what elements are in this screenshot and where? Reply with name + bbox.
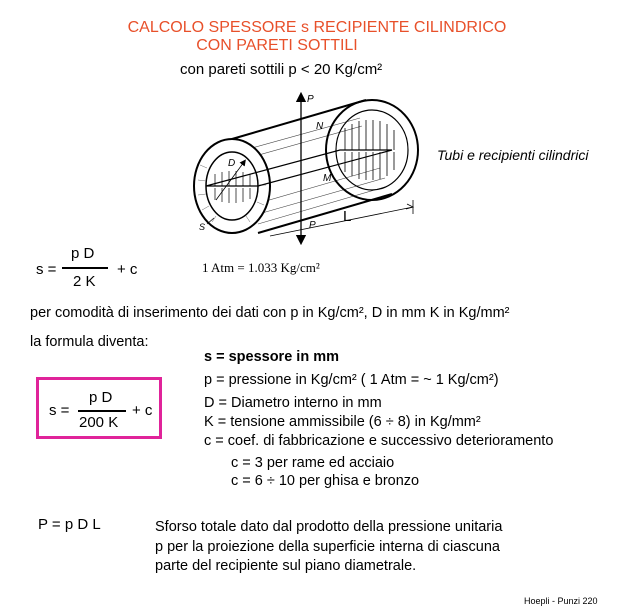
figure-label-p-bottom: P <box>309 220 316 231</box>
formula2-denominator: 200 K <box>79 414 119 431</box>
figure-label-d: D <box>228 158 236 169</box>
figure-caption: Tubi e recipienti cilindrici <box>437 147 589 163</box>
figure-label-s: S <box>199 222 206 232</box>
figure-label-p-top: P <box>307 94 314 105</box>
atm-note: 1 Atm = 1.033 Kg/cm² <box>202 260 320 275</box>
page-subtitle: con pareti sottili p < 20 Kg/cm² <box>180 61 383 78</box>
figure-label-m: M <box>323 173 332 184</box>
legend-item-d: D = Diametro interno in mm <box>204 395 382 411</box>
formula1-fraction-bar <box>62 267 108 269</box>
formula1-numerator: p D <box>71 245 95 262</box>
force-formula: P = p D L <box>38 516 101 533</box>
force-description-line1: Sforso totale dato dal prodotto della pressione unitaria <box>155 519 503 535</box>
footer-credit: Hoepli - Punzi 220 <box>524 596 598 606</box>
formula2-fraction-bar <box>78 410 126 412</box>
intro-line2: la formula diventa: <box>30 334 149 350</box>
legend-item-c: c = coef. di fabbricazione e successivo deterioramento <box>204 433 554 449</box>
legend-item-k: K = tensione ammissibile (6 ÷ 8) in Kg/mm² <box>204 414 481 430</box>
figure-label-n: N <box>316 121 324 132</box>
force-description-line3: parte del recipiente sul piano diametrale. <box>155 558 417 574</box>
formula1-rhs: + c <box>117 261 138 278</box>
formula2-lhs: s = <box>49 402 70 419</box>
legend-item-c-copper: c = 3 per rame ed acciaio <box>231 455 395 471</box>
formula2-rhs: + c <box>132 402 153 419</box>
legend-item-p: p = pressione in Kg/cm² ( 1 Atm = ~ 1 Kg/cm²) <box>204 372 499 388</box>
formula1-lhs: s = <box>36 261 57 278</box>
figure-label-l: L <box>343 208 352 225</box>
formula2-numerator: p D <box>89 389 113 406</box>
page-title: CALCOLO SPESSORE s RECIPIENTE CILINDRICO <box>127 19 507 36</box>
page-title-line2: CON PARETI SOTTILI <box>196 37 358 54</box>
legend-item-c-iron: c = 6 ÷ 10 per ghisa e bronzo <box>231 473 420 489</box>
intro-line1: per comodità di inserimento dei dati con p in Kg/cm², D in mm K in Kg/mm² <box>30 305 510 321</box>
formula1-denominator: 2 K <box>73 273 96 290</box>
force-description-line2: p per la proiezione della superficie interna di ciascuna <box>155 539 500 555</box>
legend-item-s: s = spessore in mm <box>204 349 339 365</box>
